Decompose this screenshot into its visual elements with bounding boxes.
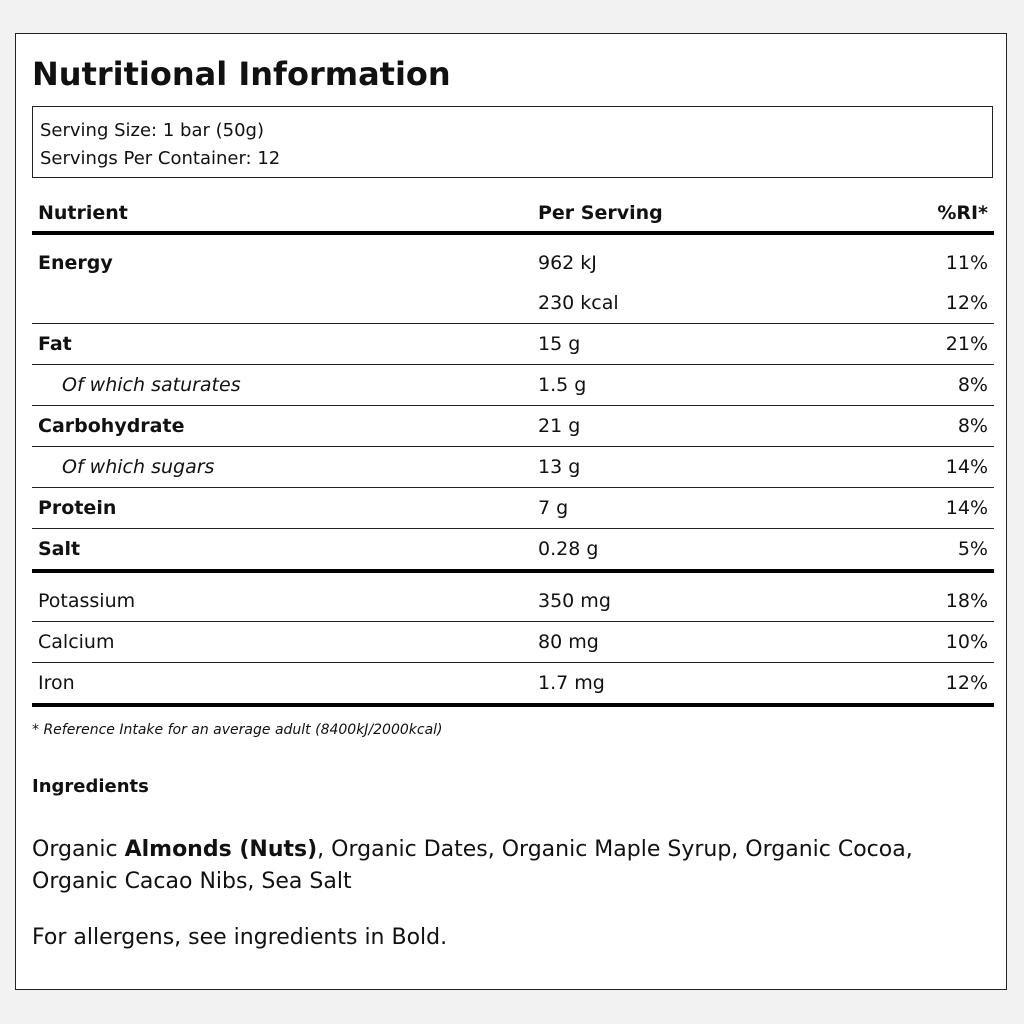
ingredients-rest: , Organic Dates, Organic Maple Syrup, Organic Cocoa, Organic Cacao Nibs, Sea Salt bbox=[32, 837, 913, 894]
nutrient-name: Energy bbox=[38, 252, 113, 274]
table-row-potassium bbox=[32, 571, 994, 622]
nutrient-name: Potassium bbox=[32, 571, 532, 622]
nutrient-ri: 12% bbox=[884, 663, 994, 706]
table-row-iron bbox=[32, 663, 994, 706]
nutrient-ri: 10% bbox=[884, 622, 994, 663]
allergen-note: For allergens, see ingredients in Bold. bbox=[32, 925, 448, 950]
nutrient-amount: 1.7 mg bbox=[532, 663, 884, 706]
nutrient-name: Fat bbox=[32, 324, 532, 365]
nutrient-amount: 350 mg bbox=[532, 571, 884, 622]
nutrient-name bbox=[32, 283, 532, 324]
nutrient-amount: 21 g bbox=[532, 406, 884, 447]
nutrient-name: Salt bbox=[32, 529, 532, 572]
nutrient-ri: 18% bbox=[884, 571, 994, 622]
ingredients-prefix: Organic bbox=[32, 837, 125, 862]
table-row-protein bbox=[32, 488, 994, 529]
nutrient-amount: 230 kcal bbox=[532, 283, 884, 324]
ingredients-list bbox=[32, 834, 992, 898]
nutrient-amount: 13 g bbox=[532, 447, 884, 488]
nutrient-amount: 7 g bbox=[532, 488, 884, 529]
table-row-calcium bbox=[32, 622, 994, 663]
nutrient-name: Calcium bbox=[32, 622, 532, 663]
nutrient-ri: 14% bbox=[884, 447, 994, 488]
nutrient-amount: 962 kJ bbox=[538, 252, 597, 274]
table-row-energy-kj bbox=[32, 233, 994, 283]
header-ri: %RI* bbox=[937, 202, 988, 224]
nutrient-name: Iron bbox=[32, 663, 532, 706]
nutrient-amount: 80 mg bbox=[532, 622, 884, 663]
table-row-sugars bbox=[32, 447, 994, 488]
nutrient-ri: 8% bbox=[884, 406, 994, 447]
nutrient-amount: 1.5 g bbox=[532, 365, 884, 406]
nutrient-name: Of which sugars bbox=[32, 447, 532, 488]
table-header-row bbox=[32, 195, 994, 233]
nutrient-ri: 14% bbox=[884, 488, 994, 529]
nutrient-ri: 5% bbox=[884, 529, 994, 572]
header-per-serving: Per Serving bbox=[538, 202, 663, 224]
page-title: Nutritional Information bbox=[32, 55, 451, 93]
nutrient-name: Protein bbox=[32, 488, 532, 529]
nutrition-label bbox=[15, 33, 1007, 990]
nutrient-ri: 12% bbox=[884, 283, 994, 324]
nutrient-name: Of which saturates bbox=[32, 365, 532, 406]
nutrient-ri: 8% bbox=[884, 365, 994, 406]
serving-info-box bbox=[32, 106, 993, 178]
nutrient-ri: 11% bbox=[945, 252, 988, 274]
servings-per-container: Servings Per Container: 12 bbox=[40, 148, 281, 169]
table-row-saturates bbox=[32, 365, 994, 406]
table-row-energy-kcal bbox=[32, 283, 994, 324]
nutrient-ri: 21% bbox=[884, 324, 994, 365]
header-nutrient: Nutrient bbox=[38, 202, 128, 224]
nutrition-table bbox=[32, 195, 994, 707]
nutrient-amount: 0.28 g bbox=[532, 529, 884, 572]
table-row-fat bbox=[32, 324, 994, 365]
table-row-salt bbox=[32, 529, 994, 572]
ri-footnote: * Reference Intake for an average adult (8400kJ/2000kcal) bbox=[32, 722, 443, 738]
nutrient-amount: 15 g bbox=[532, 324, 884, 365]
serving-size: Serving Size: 1 bar (50g) bbox=[40, 120, 264, 141]
table-row-carbohydrate bbox=[32, 406, 994, 447]
nutrient-name: Carbohydrate bbox=[32, 406, 532, 447]
ingredients-heading: Ingredients bbox=[32, 776, 149, 797]
allergen-ingredient: Almonds (Nuts) bbox=[124, 837, 318, 862]
